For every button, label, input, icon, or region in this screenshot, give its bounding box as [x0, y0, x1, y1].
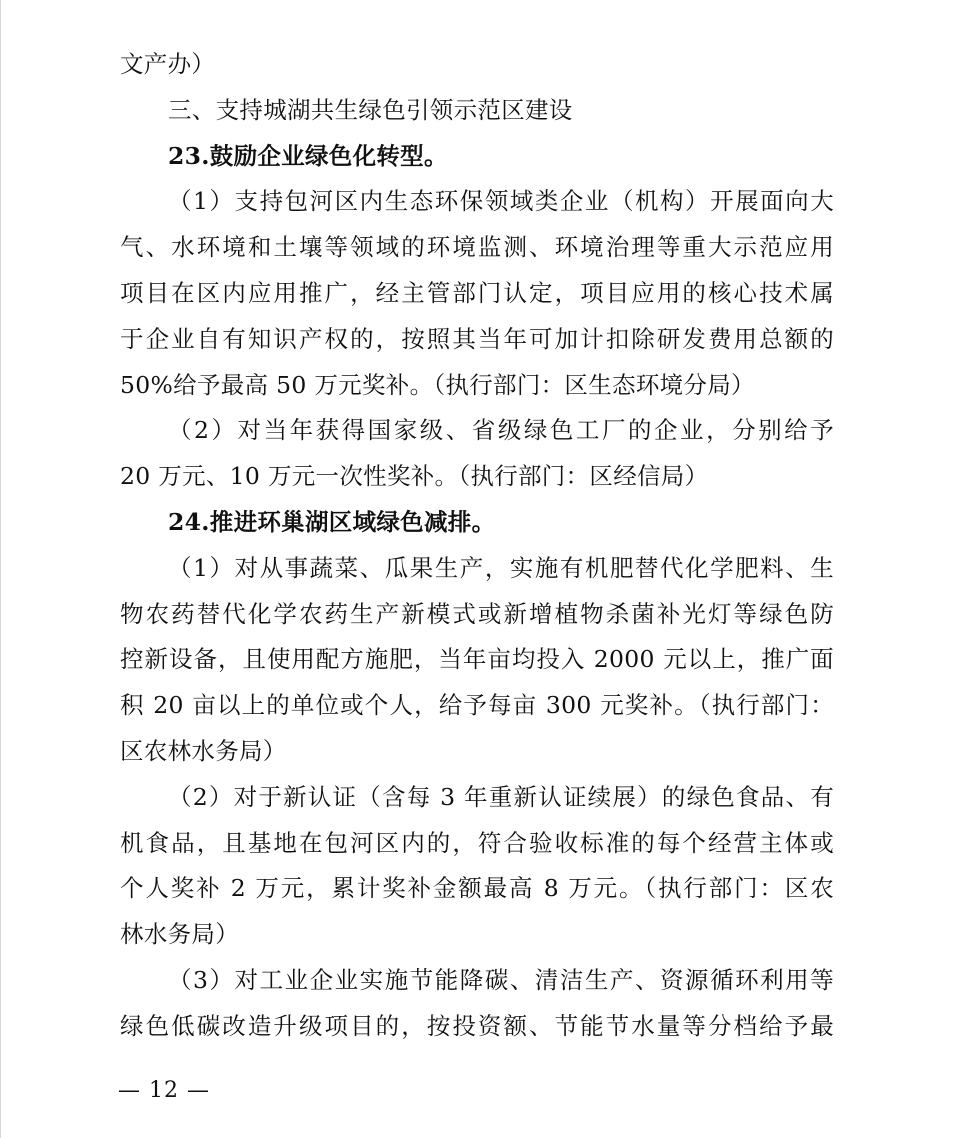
- item-heading: 24.推进环巢湖区域绿色减排。: [168, 507, 496, 536]
- text-line: （2）对于新认证（含每 3 年重新认证续展）的绿色食品、有: [168, 782, 834, 811]
- text-line: （3）对工业企业实施节能降碳、清洁生产、资源循环利用等: [168, 965, 834, 994]
- text-line: 20 万元、10 万元一次性奖补。（执行部门：区经信局）: [120, 462, 709, 491]
- text-line: 气、水环境和土壤等领域的环境监测、环境治理等重大示范应用: [120, 233, 834, 262]
- text-line: 区农林水务局）: [120, 736, 287, 765]
- text-line: 50%给予最高 50 万元奖补。（执行部门：区生态环境分局）: [120, 370, 755, 399]
- document-body: [120, 42, 834, 1050]
- text-line: 于企业自有知识产权的，按照其当年可加计扣除研发费用总额的: [120, 324, 834, 353]
- page-edge: [0, 0, 1, 1138]
- text-line: 机食品，且基地在包河区内的，符合验收标准的每个经营主体或: [120, 828, 834, 857]
- text-line: （1）对从事蔬菜、瓜果生产，实施有机肥替代化学肥料、生: [168, 553, 834, 582]
- text-line: 绿色低碳改造升级项目的，按投资额、节能节水量等分档给予最: [120, 1011, 834, 1040]
- text-line: 个人奖补 2 万元，累计奖补金额最高 8 万元。（执行部门：区农: [120, 874, 834, 903]
- text-line: 林水务局）: [120, 920, 239, 949]
- text-line: 项目在区内应用推广，经主管部门认定，项目应用的核心技术属: [120, 278, 834, 307]
- text-line: 积 20 亩以上的单位或个人，给予每亩 300 元奖补。（执行部门：: [120, 691, 834, 720]
- text-line: 物农药替代化学农药生产新模式或新增植物杀菌补光灯等绿色防: [120, 599, 834, 628]
- text-line: 控新设备，且使用配方施肥，当年亩均投入 2000 元以上，推广面: [120, 645, 834, 674]
- text-line: （2）对当年获得国家级、省级绿色工厂的企业，分别给予: [168, 416, 834, 445]
- text-line: 文产办）: [120, 50, 216, 78]
- text-line: （1）支持包河区内生态环保领域类企业（机构）开展面向大: [168, 187, 834, 216]
- item-heading: 23.鼓励企业绿色化转型。: [168, 141, 448, 170]
- section-heading: 三、支持城湖共生绿色引领示范区建设: [168, 95, 573, 124]
- page-number: — 12 —: [118, 1078, 210, 1103]
